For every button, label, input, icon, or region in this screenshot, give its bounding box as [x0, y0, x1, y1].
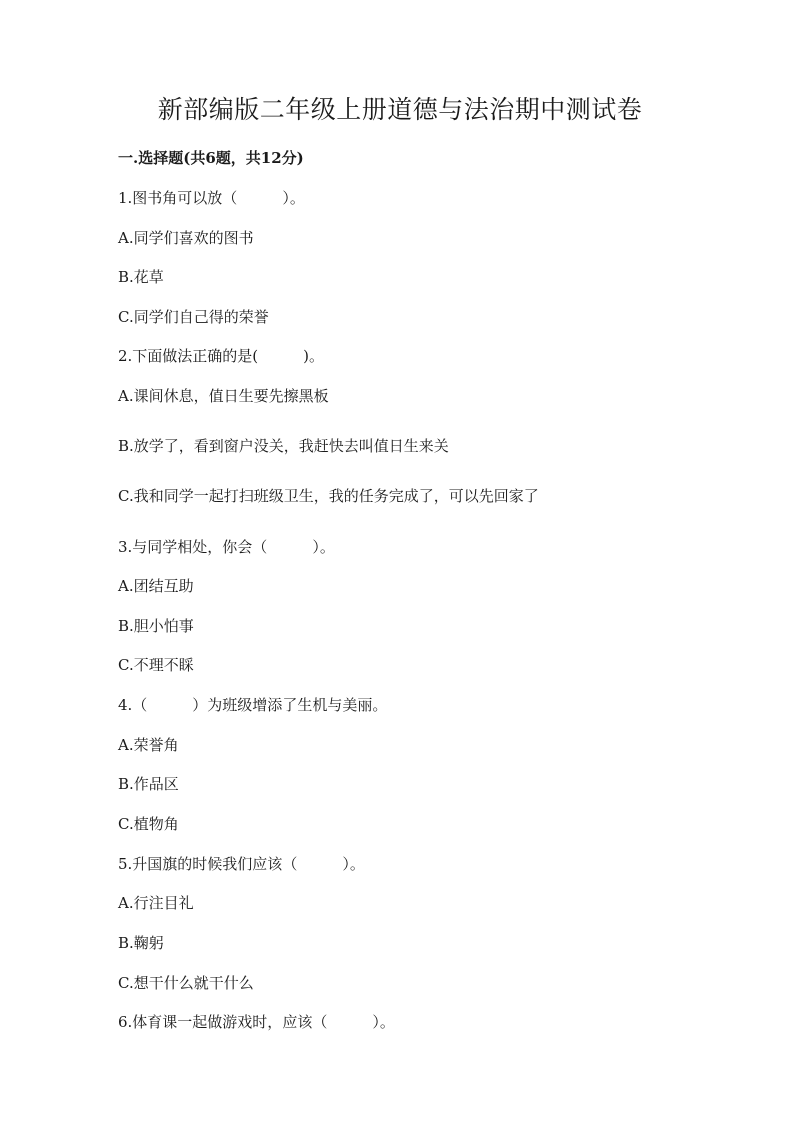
question-5-option-c: C.想干什么就干什么: [118, 974, 254, 992]
question-2-option-b: B.放学了，看到窗户没关，我赶快去叫值日生来关: [118, 437, 449, 455]
question-1-stem: 1.图书角可以放（ ）。: [118, 189, 305, 207]
question-1-option-b: B.花草: [118, 268, 164, 286]
question-2-option-c: C.我和同学一起打扫班级卫生，我的任务完成了，可以先回家了: [118, 487, 539, 505]
question-3-stem: 3.与同学相处，你会（ ）。: [118, 538, 335, 556]
question-5-stem: 5.升国旗的时候我们应该（ ）。: [118, 855, 365, 873]
question-2-stem: 2.下面做法正确的是( )。: [118, 347, 325, 365]
question-5-option-b: B.鞠躬: [118, 934, 164, 952]
question-1-option-a: A.同学们喜欢的图书: [118, 229, 254, 247]
question-6-stem: 6.体育课一起做游戏时，应该（ ）。: [118, 1013, 395, 1031]
page-title: 新部编版二年级上册道德与法治期中测试卷: [157, 95, 643, 124]
question-4-option-c: C.植物角: [118, 815, 179, 833]
section-heading: 一.选择题(共6题，共12分): [118, 149, 304, 167]
question-4-option-b: B.作品区: [118, 775, 179, 793]
question-3-option-c: C.不理不睬: [118, 656, 194, 674]
question-3-option-a: A.团结互助: [118, 577, 194, 595]
question-2-option-a: A.课间休息，值日生要先擦黑板: [118, 387, 329, 405]
question-4-option-a: A.荣誉角: [118, 736, 179, 754]
question-5-option-a: A.行注目礼: [118, 894, 194, 912]
question-1-option-c: C.同学们自己得的荣誉: [118, 308, 269, 326]
question-3-option-b: B.胆小怕事: [118, 617, 194, 635]
question-4-stem: 4.（ ）为班级增添了生机与美丽。: [118, 696, 388, 714]
